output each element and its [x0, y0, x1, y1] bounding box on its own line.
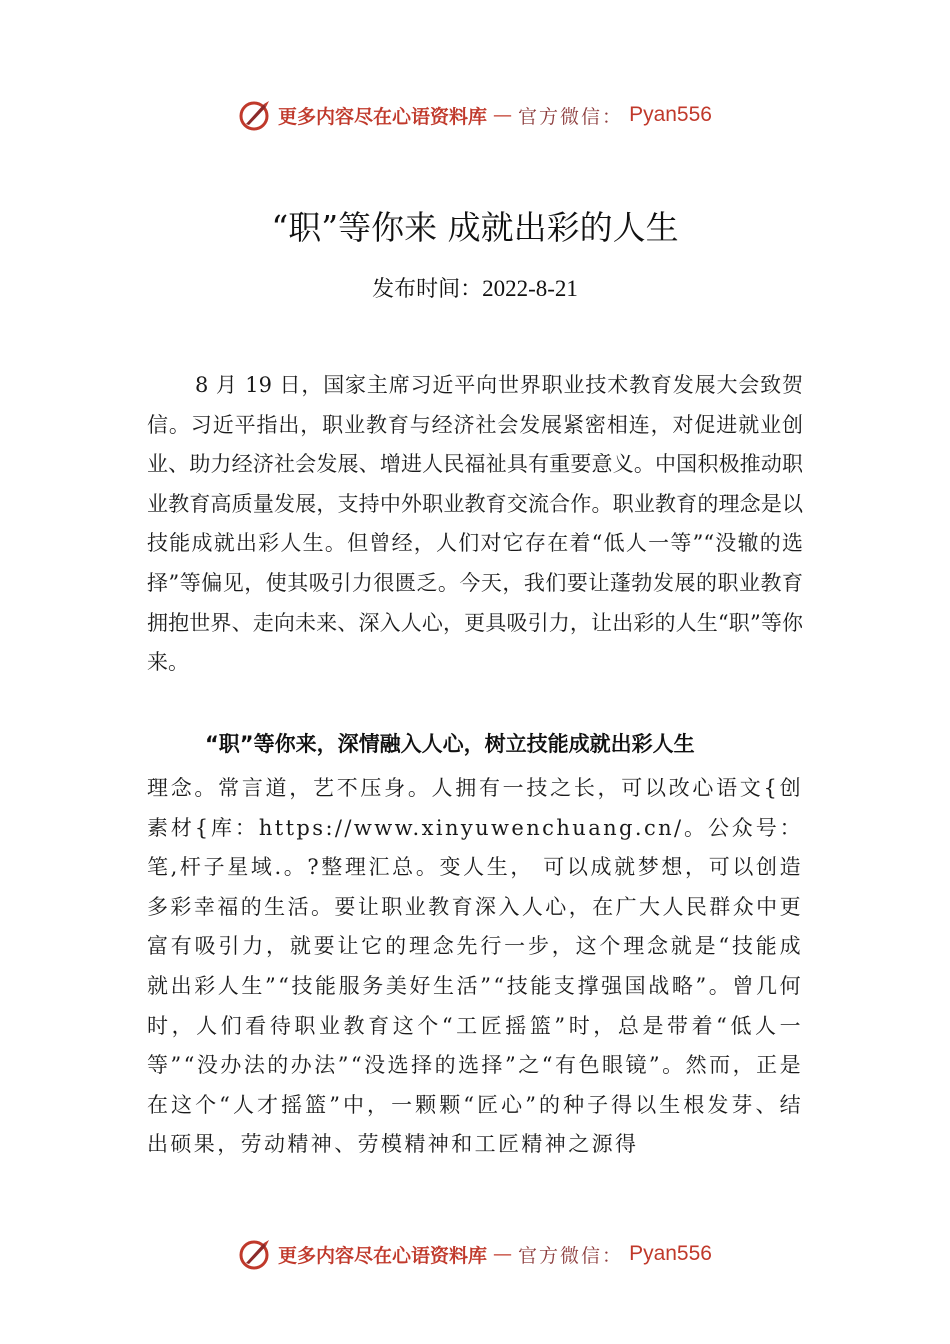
banner-library-text: 更多内容尽在心语资料库	[278, 105, 488, 128]
banner-wechat-id: Pyan556	[629, 103, 712, 126]
banner-dash: —	[493, 1243, 513, 1265]
section-subheading: “职”等你来，深情融入人心，树立技能成就出彩人生	[205, 732, 695, 756]
bottom-banner	[0, 1234, 950, 1274]
quill-logo-icon	[238, 1237, 272, 1271]
quill-logo-icon	[238, 98, 272, 132]
top-banner	[0, 95, 950, 135]
banner-dash: —	[493, 104, 513, 126]
banner-wechat-label: 官方微信：	[518, 1244, 624, 1267]
publish-date	[0, 272, 950, 303]
date-label: 发布时间：	[372, 277, 483, 302]
page-title: “职”等你来 成就出彩的人生	[271, 208, 679, 247]
date-value: 2022-8-21	[482, 276, 578, 301]
paragraph-section: 理念。常言道，艺不压身。人拥有一技之长，可以改心语文{创素材{库：https://www.xinyuwenchuang.cn/。公众号：笔,杆子星域.。?整理汇总。变人生， 可以成就梦想，可以创造多彩幸福的生活。要让职业教育深入人心，在广大人民群众中更富有吸引力，就要让它的理念先行一步，这个理念就是“技能成就出彩人生”“技能服务美好生活”“技能支撑强国战略”。曾几何时，人们看待职业教育这个“工匠摇篮”时，总是带着“低人一等”“没办法的办法”“没选择的选择”之“有色眼镜”。然而，正是在这个“人才摇篮”中，一颗颗“匠心”的种子得以生根发芽、结出硕果，劳动精神、劳模精神和工匠精神之源得	[147, 776, 803, 1157]
banner-wechat-id: Pyan556	[629, 1242, 712, 1265]
paragraph-intro: 8 月 19 日，国家主席习近平向世界职业技术教育发展大会致贺信。习近平指出，职业教育与经济社会发展紧密相连，对促进就业创业、助力经济社会发展、增进人民福祉具有重要意义。中国积极推动职业教育高质量发展，支持中外职业教育交流合作。职业教育的理念是以技能成就出彩人生。但曾经，人们对它存在着“低人一等”“没辙的选择”等偏见，使其吸引力很匮乏。今天，我们要让蓬勃发展的职业教育拥抱世界、走向未来、深入人心，更具吸引力，让出彩的人生“职”等你来。	[147, 373, 803, 675]
banner-library-text: 更多内容尽在心语资料库	[278, 1244, 488, 1267]
banner-wechat-label: 官方微信：	[518, 105, 624, 128]
